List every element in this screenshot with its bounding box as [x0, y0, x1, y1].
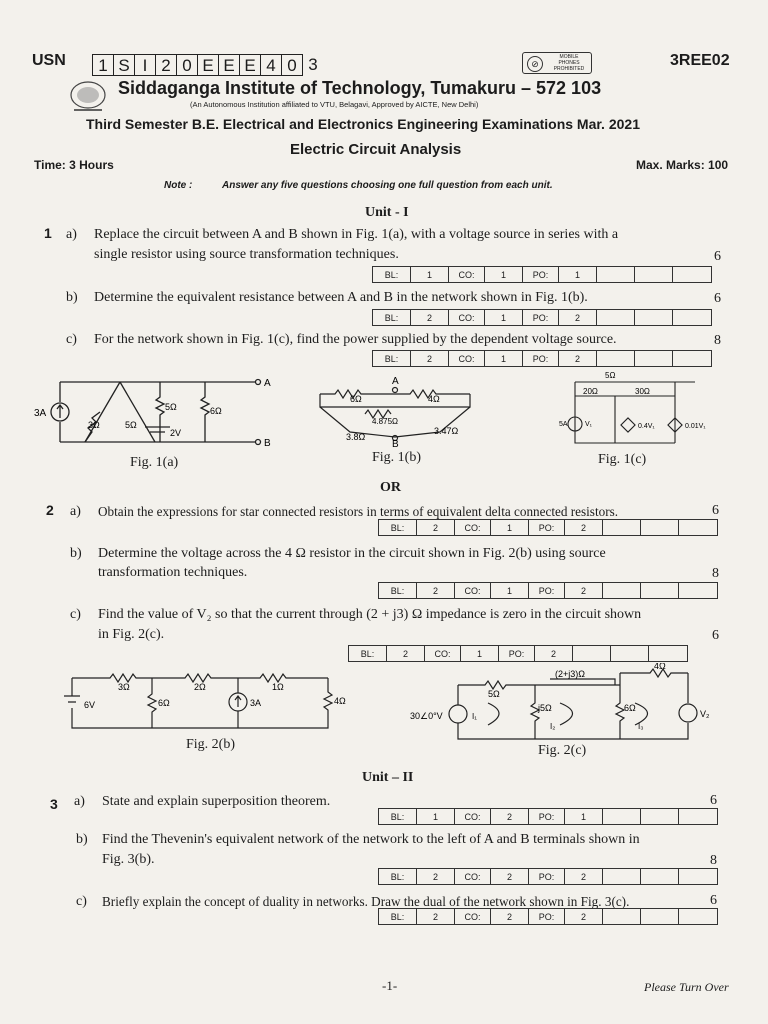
q2a-text: Obtain the expressions for star connected resistors in terms of equivalent delta connected resistors. — [98, 504, 619, 519]
figure-2c-circuit — [410, 663, 730, 745]
label: 0.4V₁ — [638, 423, 655, 430]
figure-caption: Fig. 2(c) — [538, 743, 587, 758]
label: B — [264, 438, 271, 449]
subq-label: b) — [66, 290, 78, 305]
marks: 8 — [714, 333, 721, 348]
label: 2Ω — [194, 682, 206, 692]
subq-label: a) — [70, 504, 81, 519]
institute-name: Siddaganga Institute of Technology, Tumakuru – 572 103 — [118, 78, 602, 98]
label: 0.01V₁ — [685, 423, 706, 430]
q2c-text-2: in Fig. 2(c). — [98, 627, 165, 642]
label: V₂ — [700, 709, 710, 719]
subq-label: c) — [70, 607, 81, 622]
q1a-text: Replace the circuit between A and B shown in Fig. 1(a), with a voltage source in series with a — [94, 227, 619, 242]
subject-title: Electric Circuit Analysis — [290, 141, 462, 158]
time-label: Time: 3 Hours — [34, 158, 114, 172]
label: 6V — [84, 700, 96, 710]
label: 30Ω — [635, 387, 650, 396]
note-text: Answer any five questions choosing one full question from each unit. — [222, 180, 553, 191]
figure-caption: Fig. 1(b) — [372, 450, 421, 465]
label: I₃ — [638, 722, 644, 731]
usn-boxes — [92, 54, 323, 76]
bl-co-po-table: BL: 2 CO: 1 PO: 2 — [378, 582, 718, 599]
label: A — [392, 376, 399, 387]
label: 3.47Ω — [434, 426, 459, 436]
label: 3Ω — [88, 420, 100, 430]
figure-2b-circuit — [60, 666, 360, 738]
label: 3A — [34, 408, 47, 419]
unit-heading: Unit - I — [365, 205, 409, 220]
q3b-text: Find the Thevenin's equivalent network of the network to the left of A and B terminals shown in — [102, 832, 640, 847]
label: A — [264, 378, 271, 389]
bl-co-po-table: BL: 1 CO: 2 PO: 1 — [378, 808, 718, 825]
question-number: 1 — [44, 225, 52, 241]
marks: 6 — [710, 893, 717, 908]
unit-heading: Unit – II — [362, 770, 414, 785]
usn-char: 2 — [155, 54, 177, 76]
note-label: Note : — [164, 180, 193, 191]
usn-char: 1 — [92, 54, 114, 76]
page-number: -1- — [382, 978, 398, 993]
paper-code: 3REE02 — [670, 52, 730, 69]
bl-co-po-table: BL: 1 CO: 1 PO: 1 — [372, 266, 712, 283]
q3c-text: Briefly explain the concept of duality in networks. Draw the dual of the network shown in Fig. 3(c). — [102, 894, 630, 909]
label: 30∠0°V — [410, 711, 443, 721]
label: 6Ω — [158, 698, 170, 708]
label: j5Ω — [538, 703, 552, 713]
usn-char: 4 — [260, 54, 282, 76]
figure-1c-circuit — [535, 368, 735, 448]
subq-label: a) — [66, 227, 77, 242]
question-number: 2 — [46, 502, 54, 518]
affiliation: (An Autonomous Institution affiliated to VTU, Belagavi, Approved by AICTE, New Delhi) — [190, 100, 479, 109]
bl-co-po-table: BL: 2 CO: 1 PO: 2 — [372, 309, 712, 326]
mobile-notice: ⊘ MOBILE PHONES PROHIBITED — [522, 52, 592, 74]
label: 5Ω — [165, 402, 177, 412]
max-marks: Max. Marks: 100 — [636, 158, 729, 172]
label: I₂ — [550, 722, 556, 731]
label: 5A — [559, 421, 568, 428]
usn-label: USN — [32, 52, 66, 69]
question-number: 3 — [50, 796, 58, 812]
figure-caption: Fig. 1(c) — [598, 452, 647, 467]
subq-label: a) — [74, 794, 85, 809]
label: 6Ω — [624, 703, 636, 713]
q3b-text-2: Fig. 3(b). — [102, 852, 155, 867]
label: 6Ω — [210, 406, 222, 416]
subq-label: b) — [76, 832, 88, 847]
q1a-text-2: single resistor using source transformation techniques. — [94, 247, 399, 262]
exam-title: Third Semester B.E. Electrical and Electronics Engineering Examinations Mar. 2021 — [86, 116, 640, 132]
q1c-text: For the network shown in Fig. 1(c), find the power supplied by the dependent voltage source. — [94, 332, 617, 347]
label: 5Ω — [125, 420, 137, 430]
label: 5Ω — [488, 689, 500, 699]
please-turn-over: Please Turn Over — [644, 980, 729, 994]
figure-caption: Fig. 1(a) — [130, 455, 179, 470]
label: 3.8Ω — [346, 432, 366, 442]
label: 20Ω — [583, 387, 598, 396]
label: 2V — [170, 428, 182, 438]
usn-char: E — [239, 54, 261, 76]
subq-label: c) — [66, 332, 77, 347]
marks: 8 — [712, 566, 719, 581]
or-divider: OR — [380, 480, 401, 495]
label: 3A — [250, 698, 262, 708]
figure-1b-circuit — [310, 372, 480, 447]
usn-char: 3 — [308, 55, 318, 74]
label: 1Ω — [272, 682, 284, 692]
label: 3Ω — [118, 682, 130, 692]
label: 4Ω — [334, 696, 346, 706]
figure-caption: Fig. 2(b) — [186, 737, 235, 752]
label: 4.875Ω — [372, 417, 398, 426]
usn-char: 0 — [176, 54, 198, 76]
marks: 6 — [710, 793, 717, 808]
figure-1a-circuit — [30, 372, 280, 452]
marks: 6 — [714, 249, 721, 264]
subq-label: b) — [70, 546, 82, 561]
usn-char: E — [197, 54, 219, 76]
marks: 6 — [712, 503, 719, 518]
usn-char: I — [134, 54, 156, 76]
label: 4Ω — [654, 663, 666, 671]
institute-logo — [66, 80, 110, 114]
label: V₁ — [585, 421, 593, 428]
no-phone-icon: ⊘ — [527, 56, 543, 72]
marks: 8 — [710, 853, 717, 868]
q2b-text: Determine the voltage across the 4 Ω resistor in the circuit shown in Fig. 2(b) using source — [98, 546, 606, 561]
usn-char: E — [218, 54, 240, 76]
bl-co-po-table: BL: 2 CO: 1 PO: 2 — [372, 350, 712, 367]
subq-label: c) — [76, 894, 87, 909]
q3a-text: State and explain superposition theorem. — [102, 794, 331, 809]
label: I₁ — [472, 712, 477, 721]
q2b-text-2: transformation techniques. — [98, 565, 248, 580]
label: (2+j3)Ω — [555, 669, 585, 679]
usn-char: 0 — [281, 54, 303, 76]
q1b-text: Determine the equivalent resistance between A and B in the network shown in Fig. 1(b). — [94, 290, 588, 305]
bl-co-po-table: BL: 2 CO: 2 PO: 2 — [378, 908, 718, 925]
marks: 6 — [714, 291, 721, 306]
label: 6Ω — [350, 394, 362, 404]
bl-co-po-table: BL: 2 CO: 2 PO: 2 — [378, 868, 718, 885]
label: 4Ω — [428, 394, 440, 404]
q2c-text: Find the value of V₂ so that the current through (2 + j3) Ω impedance is zero in the circuit shown — [98, 607, 642, 622]
label: 5Ω — [605, 371, 616, 380]
bl-co-po-table: BL: 2 CO: 1 PO: 2 — [378, 519, 718, 536]
bl-co-po-table: BL: 2 CO: 1 PO: 2 — [348, 645, 688, 662]
usn-char: S — [113, 54, 135, 76]
marks: 6 — [712, 628, 719, 643]
label: B — [392, 439, 399, 447]
